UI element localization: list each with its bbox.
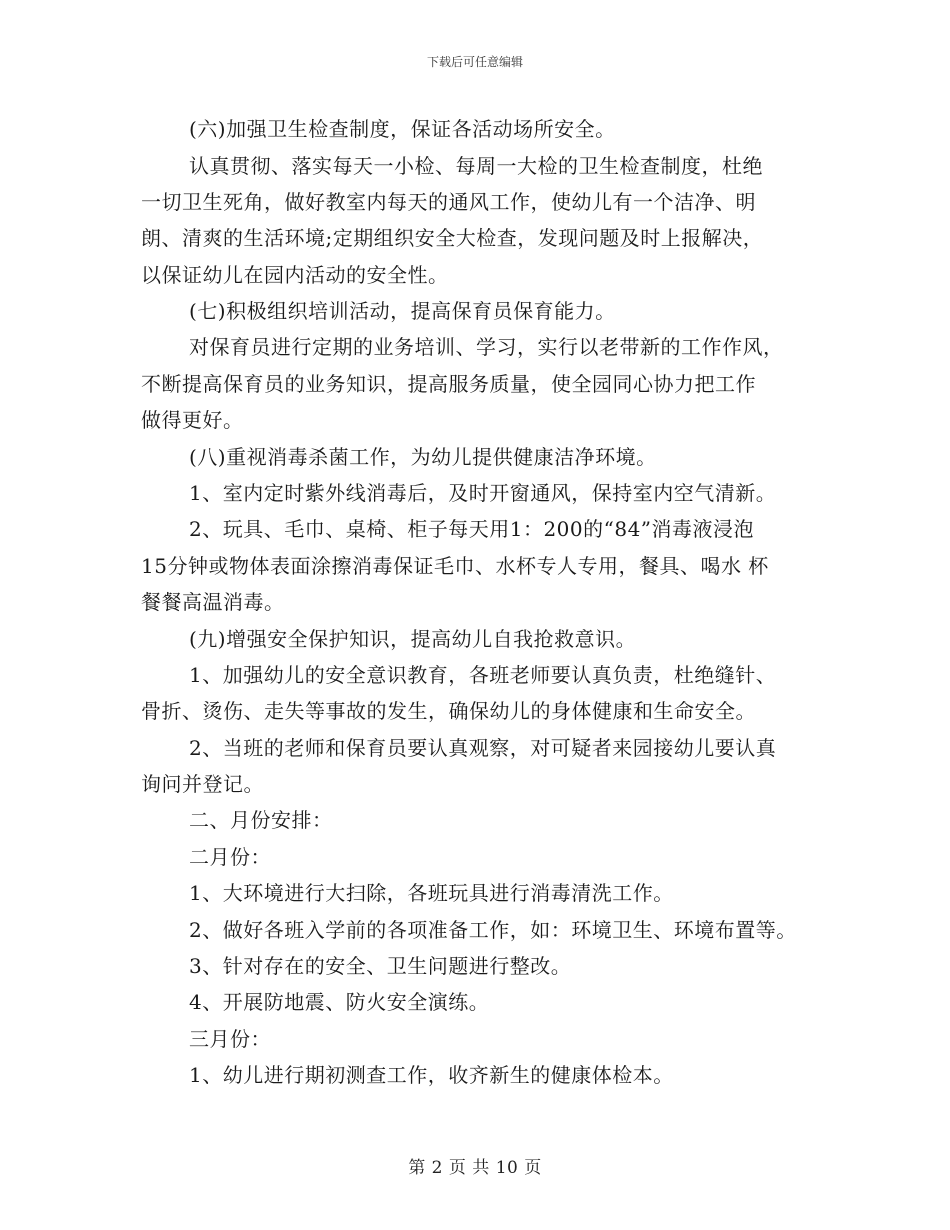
paragraph-line: 15分钟或物体表面涂擦消毒保证毛巾、水杯专人专用，餐具、喝水 杯 [141,554,769,578]
paragraph-line: 朗、清爽的生活环境;定期组织安全大检查，发现问题及时上报解决， [141,226,764,250]
section-8-heading: (八)重视消毒杀菌工作，为幼儿提供健康洁净环境。 [189,445,657,469]
paragraph-line: 以保证幼儿在园内活动的安全性。 [141,263,449,287]
list-item: 1、室内定时紫外线消毒后，及时开窗通风，保持室内空气清新。 [189,481,777,505]
paragraph-line: 骨折、烫伤、走失等事故的发生，确保幼儿的身体健康和生命安全。 [141,699,756,723]
paragraph-line: 认真贯彻、落实每天一小检、每周一大检的卫生检查制度，杜绝 [189,154,763,178]
list-item: 2、玩具、毛巾、桌椅、柜子每天用1：200的“84”消毒液浸泡 [189,517,755,541]
list-item: 1、大环境进行大扫除，各班玩具进行消毒清洗工作。 [189,881,674,905]
list-item: 2、当班的老师和保育员要认真观察，对可疑者来园接幼儿要认真 [189,736,777,760]
month-heading: 三月份： [189,1027,271,1051]
paragraph-line: 询问并登记。 [141,772,264,796]
paragraph-line: 不断提高保育员的业务知识，提高服务质量，使全园同心协力把工作 [141,372,756,396]
list-item: 1、幼儿进行期初测查工作，收齐新生的健康体检本。 [189,1063,674,1087]
month-heading: 二月份： [189,845,271,869]
page-number: 第 2 页 共 10 页 [408,1158,542,1178]
list-item: 4、开展防地震、防火安全演练。 [189,990,490,1014]
list-item: 1、加强幼儿的安全意识教育，各班老师要认真负责，杜绝缝针、 [189,663,777,687]
paragraph-line: 对保育员进行定期的业务培训、学习，实行以老带新的工作作风， [189,335,784,359]
section-7-heading: (七)积极组织培训活动，提高保育员保育能力。 [189,299,616,323]
list-item: 3、针对存在的安全、卫生问题进行整改。 [189,954,572,978]
section-2-heading: 二、月份安排： [189,808,333,832]
paragraph-line: 做得更好。 [141,408,244,432]
page-header: 下载后可任意编辑 [426,55,523,69]
section-6-heading: (六)加强卫生检查制度，保证各活动场所安全。 [189,117,616,141]
section-9-heading: (九)增强安全保护知识，提高幼儿自我抢救意识。 [189,627,637,651]
paragraph-line: 餐餐高温消毒。 [141,590,285,614]
list-item: 2、做好各班入学前的各项准备工作，如：环境卫生、环境布置等。 [189,918,797,942]
paragraph-line: 一切卫生死角，做好教室内每天的通风工作，使幼儿有一个洁净、明 [141,190,756,214]
